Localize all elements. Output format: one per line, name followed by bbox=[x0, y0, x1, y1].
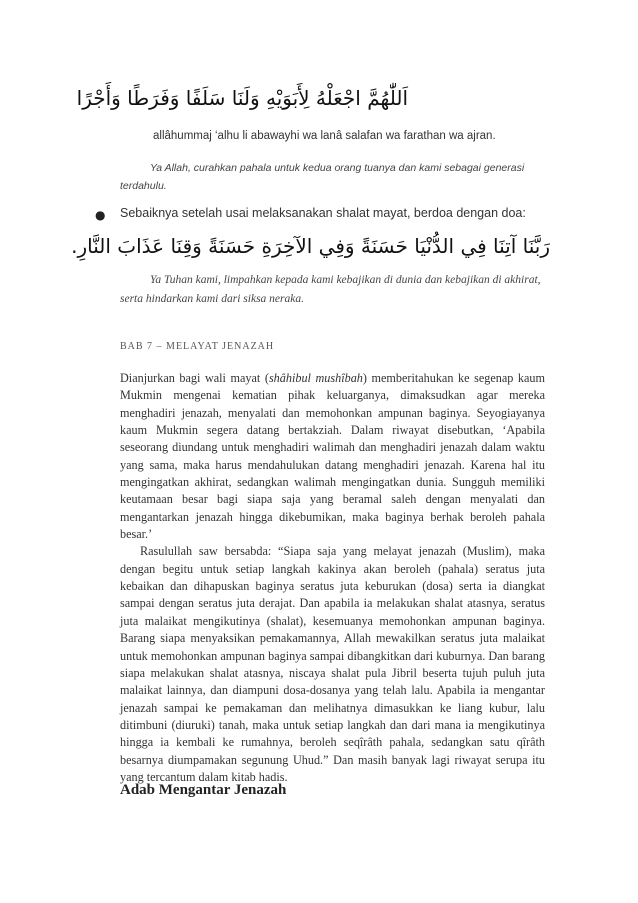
arabic-prayer-2: رَبَّنَا آتِنَا فِي الدُّنْيَا حَسَنَةً وَفِي الآخِرَةِ حَسَنَةً وَقِنَا عَذَابَ النَّارِ. bbox=[71, 234, 550, 258]
section-heading: Adab Mengantar Jenazah bbox=[120, 782, 287, 798]
bullet-text: Sebaiknya setelah usai melaksanakan shalat mayat, berdoa dengan doa: bbox=[120, 206, 526, 220]
paragraph-1-italic: shâhibul mushîbah bbox=[268, 371, 363, 385]
paragraph-1-pre: Dianjurkan bagi wali mayat ( bbox=[120, 371, 269, 385]
chapter-header: BAB 7 – MELAYAT JENAZAH bbox=[120, 341, 275, 352]
body-text bbox=[120, 370, 545, 786]
translation-2: Ya Tuhan kami, limpahkan kepada kami kebajikan di dunia dan kebajikan di akhirat, serta hindarkan kami dari siksa neraka. bbox=[120, 274, 541, 305]
bullet-icon: ● bbox=[95, 208, 106, 222]
paragraph-2: Rasulullah saw bersabda: “Siapa saja yang melayat jenazah (Muslim), maka dengan begitu untuk setiap langkah kakinya akan beroleh (pahala) seratus juta kebaikan dan dihapuskan baginya seratus juta keburukan (dosa) serta ia diangkat sampai dengan seratus juta derajat. Dan apabila ia melakukan shalat atasnya, seratus juta malaikat mengikutinya (shalat), kesemuanya memohonkan ampunan baginya. Barang siapa menyaksikan pemakamannya, Allah mewakilkan seratus juta malaikat untuk memohonkan ampunan baginya sampai dibangkitkan dari kuburnya. Dan barang siapa melakukan shalat atasnya, niscaya shalat pula Jibril beserta tujuh puluh juta malaikat lainnya, dan diampuni dosa-dosanya yang telah lalu. Apabila ia mengantar jenazah sampai ke pemakaman dan melihatnya dimasukkan ke liang kubur, lalu ditimbuni (diuruki) tanah, maka untuk setiap langkah dan dari mana ia mengikutinya hingga ia kembali ke rumahnya, beroleh seqîrâth pahala, sedangkan satu qîrâth besarnya diumpamakan segunung Uhud.” Dan masih banyak lagi riwayat serupa itu yang tercantum dalam kitab hadis. bbox=[120, 544, 545, 784]
transliteration-1: allâhummaj ‘alhu li abawayhi wa lanâ salafan wa farathan wa ajran. bbox=[153, 130, 496, 142]
paragraph-1-post: ) memberitahukan ke segenap kaum Mukmin mengenai kematian pihak keluarganya, dimaksudkan agar mereka menghadiri jenazah, menyalati dan memohonkan ampunan baginya. Seyogiayanya kaum Mukmin segera datang bertakziah. Dalam riwayat disebutkan, ‘Apabila seseorang diundang untuk menghadiri walimah dan menghadiri jenazah dalam waktu yang sama, maka harus mendahulukan datang menghadiri jenazah. Karena hal itu mengingatkan akhirat, sedangkan walimah mengingatkan dunia. Sungguh memiliki keutamaan besar bagi siapa saja yang beramal saleh dengan menyalati dan mengantarkan jenazah hingga dikebumikan, maka baginya berhak beroleh pahala besar.’ bbox=[120, 371, 545, 542]
paragraph-1 bbox=[120, 370, 545, 543]
arabic-prayer-1: اَللّٰهُمَّ اجْعَلْهُ لِأَبَوَيْهِ وَلَنَا سَلَفًا وَفَرَطًا وَأَجْرًا bbox=[76, 86, 408, 110]
translation-1: Ya Allah, curahkan pahala untuk kedua orang tuanya dan kami sebagai generasi terdahulu. bbox=[120, 162, 525, 192]
